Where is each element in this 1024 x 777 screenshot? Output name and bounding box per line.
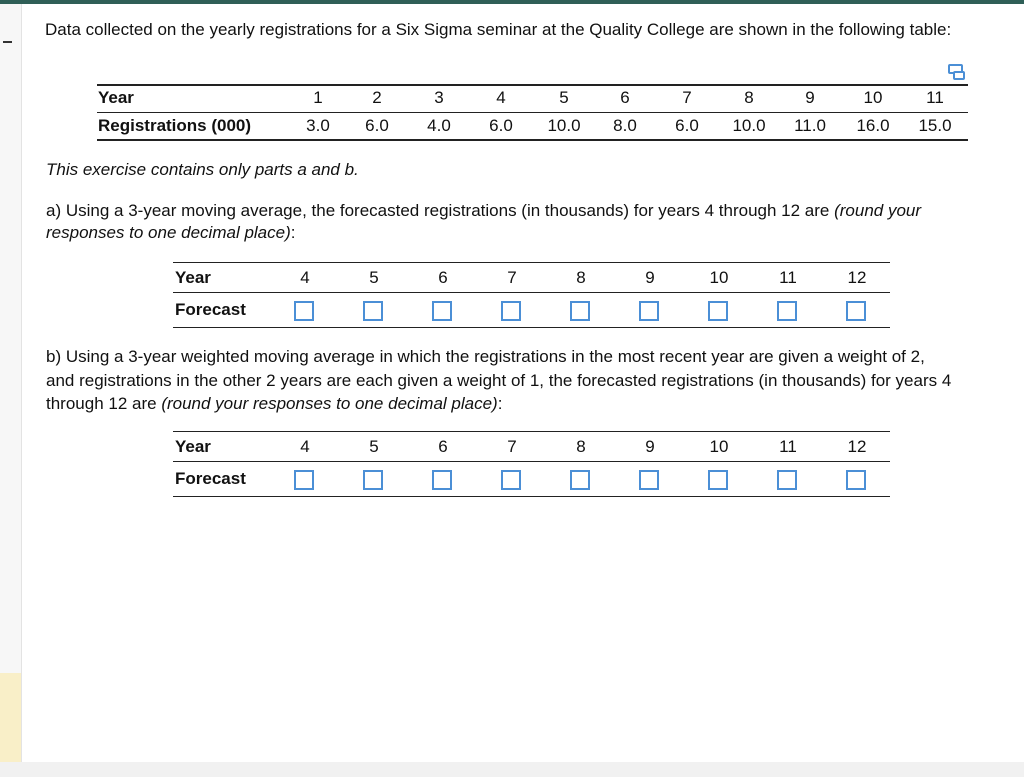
table-rule <box>97 112 968 113</box>
year-cell: 10 <box>863 88 883 107</box>
registration-cell: 15.0 <box>918 116 952 135</box>
year-cell: 6 <box>620 88 630 107</box>
year-cell: 8 <box>744 88 754 107</box>
forecast-input[interactable] <box>294 301 314 321</box>
copy-icon[interactable] <box>948 63 968 81</box>
table-rule <box>173 431 890 432</box>
forecast-year-cell: 12 <box>847 268 867 287</box>
registration-cell: 10.0 <box>547 116 581 135</box>
forecast-year-cell: 7 <box>507 268 517 287</box>
year-row-label: Year <box>98 88 134 107</box>
forecast-year-cell: 4 <box>300 268 310 287</box>
part-a-hint: (round your responses to one decimal place) <box>46 201 922 242</box>
forecast-year-cell: 12 <box>847 437 867 456</box>
forecast-year-cell: 11 <box>779 437 797 456</box>
forecast-input[interactable] <box>846 470 866 490</box>
year-cell: 2 <box>372 88 382 107</box>
forecast-year-cell: 10 <box>709 437 729 456</box>
registrations-row-label: Registrations (000) <box>98 116 252 135</box>
part-b-line1: b) Using a 3-year weighted moving average in which the registrations in the most recent year are given a weight of 2, <box>46 347 925 366</box>
forecast-input[interactable] <box>846 301 866 321</box>
registration-cell: 8.0 <box>613 116 637 135</box>
registration-cell: 6.0 <box>489 116 513 135</box>
forecast-year-cell: 8 <box>576 268 586 287</box>
registration-cell: 3.0 <box>306 116 330 135</box>
registration-cell: 10.0 <box>732 116 766 135</box>
forecast-input[interactable] <box>501 301 521 321</box>
part-b-line2: and registrations in the other 2 years are each given a weight of 1, the forecasted registrations (in thousands) for years 4 <box>46 371 952 390</box>
forecast-input[interactable] <box>708 470 728 490</box>
forecast-row-label: Forecast <box>175 300 246 319</box>
forecast-year-cell: 5 <box>369 268 379 287</box>
forecast-year-cell: 9 <box>645 437 655 456</box>
year-cell: 11 <box>926 88 944 107</box>
forecast-input[interactable] <box>777 301 797 321</box>
table-rule <box>97 84 968 86</box>
forecast-input[interactable] <box>708 301 728 321</box>
part-b-hint: (round your responses to one decimal place) <box>161 394 498 413</box>
part-b-colon: : <box>497 394 503 413</box>
forecast-year-cell: 8 <box>576 437 586 456</box>
forecast-input[interactable] <box>432 470 452 490</box>
forecast-year-cell: 9 <box>645 268 655 287</box>
part-b-text: through 12 are <box>46 394 162 413</box>
forecast-input[interactable] <box>570 470 590 490</box>
forecast-input[interactable] <box>432 301 452 321</box>
registration-cell: 16.0 <box>856 116 890 135</box>
table-rule <box>173 327 890 328</box>
forecast-input[interactable] <box>777 470 797 490</box>
exercise-note: This exercise contains only parts a and b. <box>46 160 359 179</box>
table-rule <box>173 262 890 263</box>
intro-text: Data collected on the yearly registrations for a Six Sigma seminar at the Quality College are shown in the following table: <box>45 20 952 39</box>
forecast-year-cell: 6 <box>438 268 448 287</box>
forecast-input[interactable] <box>639 470 659 490</box>
part-a-question <box>46 200 996 244</box>
registration-cell: 11.0 <box>794 116 826 135</box>
forecast-year-cell: 10 <box>709 268 729 287</box>
year-cell: 4 <box>496 88 506 107</box>
year-cell: 7 <box>682 88 692 107</box>
forecast-year-cell: 6 <box>438 437 448 456</box>
year-cell: 3 <box>434 88 444 107</box>
left-gutter <box>0 4 22 777</box>
forecast-input[interactable] <box>501 470 521 490</box>
part-a-colon: : <box>290 223 296 242</box>
table-rule <box>97 139 968 141</box>
year-cell: 5 <box>559 88 569 107</box>
registration-cell: 6.0 <box>365 116 389 135</box>
forecast-input[interactable] <box>570 301 590 321</box>
forecast-year-cell: 5 <box>369 437 379 456</box>
top-accent-bar <box>0 0 1024 4</box>
table-rule <box>173 292 890 293</box>
table-rule <box>173 461 890 462</box>
forecast-year-cell: 11 <box>779 268 797 287</box>
year-row-label: Year <box>175 268 211 287</box>
forecast-input[interactable] <box>639 301 659 321</box>
collapse-dash-icon[interactable] <box>3 41 12 43</box>
year-cell: 9 <box>805 88 815 107</box>
year-row-label: Year <box>175 437 211 456</box>
forecast-row-label: Forecast <box>175 469 246 488</box>
forecast-input[interactable] <box>294 470 314 490</box>
forecast-input[interactable] <box>363 301 383 321</box>
registration-cell: 4.0 <box>427 116 451 135</box>
part-b-line3 <box>46 393 502 415</box>
forecast-year-cell: 4 <box>300 437 310 456</box>
year-cell: 1 <box>313 88 323 107</box>
forecast-year-cell: 7 <box>507 437 517 456</box>
part-a-text: a) Using a 3-year moving average, the forecasted registrations (in thousands) for years 4 through 12 are <box>46 201 835 220</box>
table-rule <box>173 496 890 497</box>
left-highlight-marker <box>0 673 21 763</box>
bottom-bar <box>0 762 1024 777</box>
registration-cell: 6.0 <box>675 116 699 135</box>
forecast-input[interactable] <box>363 470 383 490</box>
